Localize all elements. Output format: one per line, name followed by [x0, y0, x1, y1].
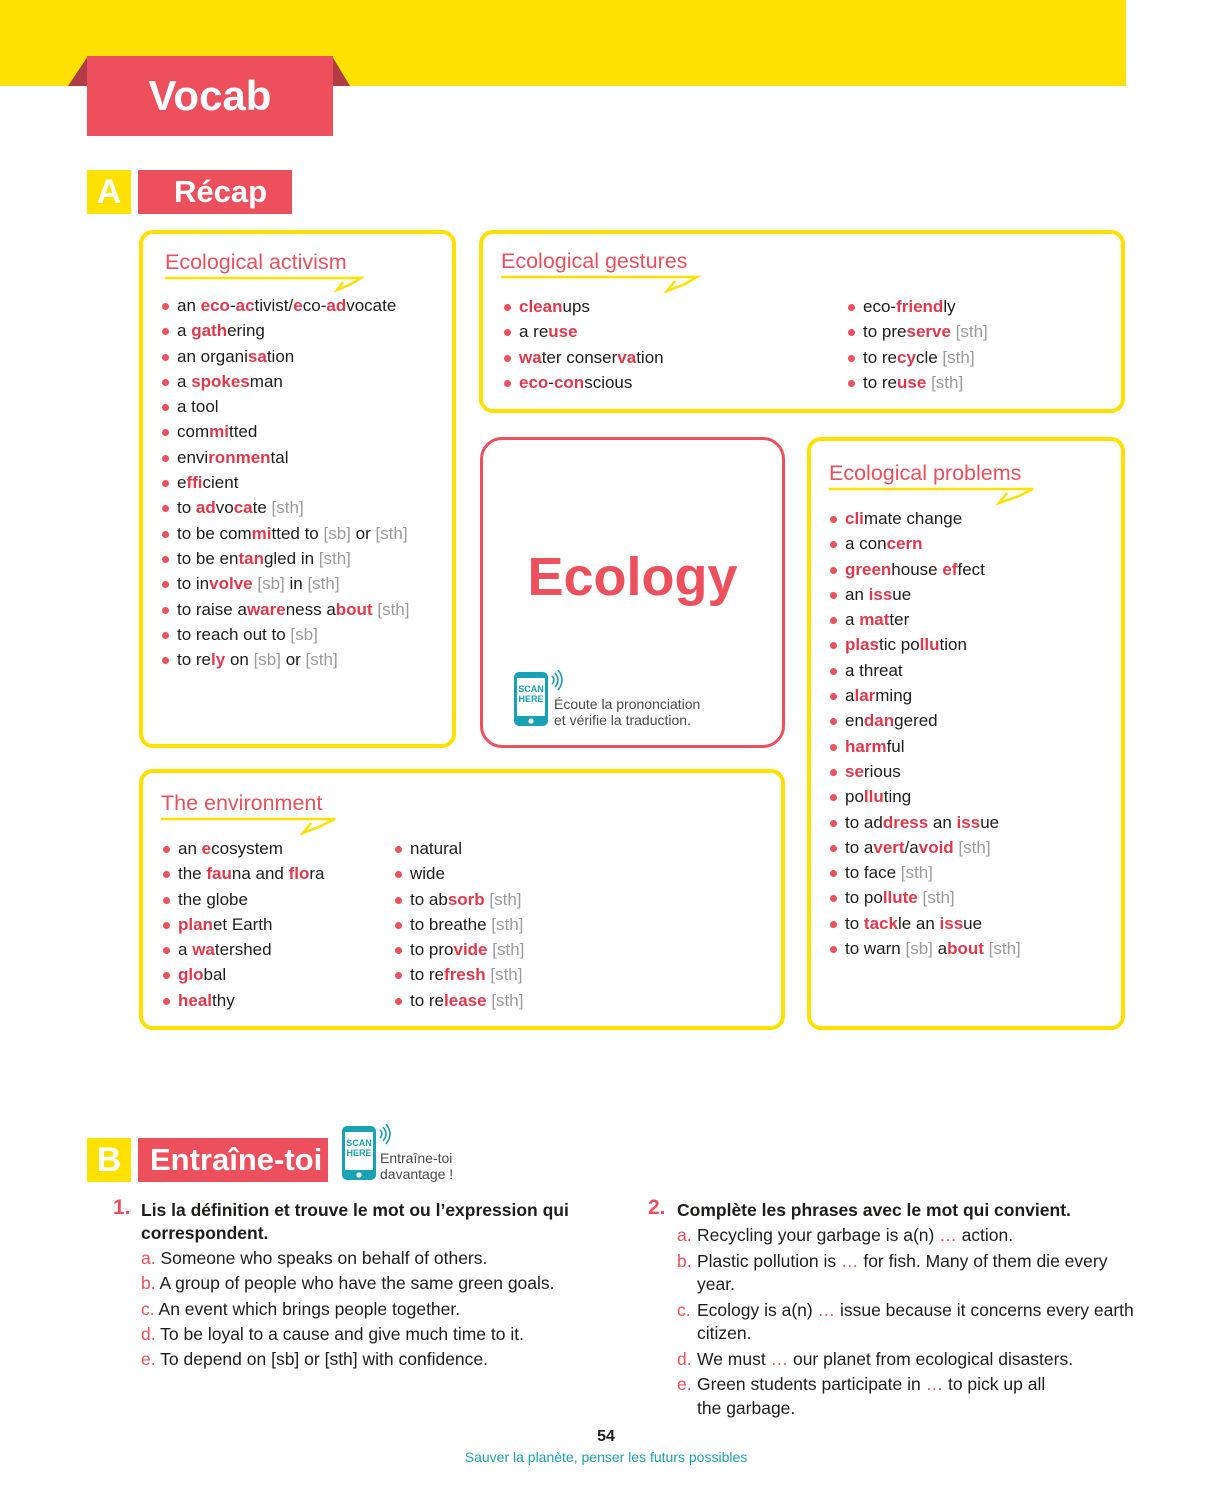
vocab-item: endangered — [829, 708, 1021, 733]
section-b-title: Entraîne-toi — [138, 1138, 328, 1182]
environment-box — [139, 769, 785, 1030]
vocab-item: to be entangled in [sth] — [161, 546, 409, 571]
exercise-2-instruction: Complète les phrases avec le mot qui convient. — [677, 1200, 1071, 1220]
exercise-1-item: b. A group of people who have the same green goals. — [141, 1273, 555, 1294]
vocab-item: the globe — [162, 887, 325, 912]
vocab-item: an eco-activist/eco-advocate — [161, 293, 409, 318]
vocab-tab: Vocab — [87, 56, 333, 136]
vocab-item: global — [162, 962, 325, 987]
title-underline — [829, 485, 1039, 507]
exercise-2-item: a. Recycling your garbage is a(n) … action. — [677, 1225, 1014, 1245]
vocab-item: to tackle an issue — [829, 911, 1021, 936]
exercise-2-item: c. Ecology is a(n) … issue because it concerns every earth citizen. — [677, 1299, 1134, 1343]
vocab-item: to reach out to [sb] — [161, 622, 409, 647]
vocab-item: efficient — [161, 470, 409, 495]
vocab-item: a threat — [829, 658, 1021, 683]
vocab-item: to rely on [sb] or [sth] — [161, 647, 409, 672]
exercise-1-item: e. To depend on [sb] or [sth] with confidence. — [141, 1349, 488, 1370]
vocab-item: an ecosystem — [162, 836, 325, 861]
vocab-item: harmful — [829, 734, 1021, 759]
ecological-activism-list — [161, 293, 409, 672]
vocab-item: planet Earth — [162, 912, 325, 937]
exercise-1-instruction: Lis la définition et trouve le mot ou l’expression qui correspondent. — [141, 1200, 569, 1243]
chapter-title: Sauver la planète, penser les futurs possibles — [464, 1449, 748, 1465]
vocab-item: to reuse [sth] — [847, 370, 988, 395]
vocab-item: a spokesman — [161, 369, 409, 394]
vocab-item: to warn [sb] about [sth] — [829, 936, 1021, 961]
exercise-1-number: 1. — [113, 1196, 131, 1219]
vocab-item: to raise awareness about [sth] — [161, 597, 409, 622]
vocab-item: to refresh [sth] — [394, 962, 524, 987]
vocab-item: natural — [394, 836, 524, 861]
vocab-item: water conservation — [503, 345, 664, 370]
vocab-item: eco-friendly — [847, 294, 988, 319]
vocab-item: alarming — [829, 683, 1021, 708]
vocab-item: a concern — [829, 531, 1021, 556]
vocab-item: to provide [sth] — [394, 937, 524, 962]
environment-list-1 — [162, 836, 325, 1013]
vocab-item: greenhouse effect — [829, 557, 1021, 582]
vocab-item: wide — [394, 861, 524, 886]
vocab-item: plastic pollution — [829, 632, 1021, 657]
exercise-1-item: a. Someone who speaks on behalf of others. — [141, 1248, 488, 1268]
exercise-1-items — [141, 1247, 611, 1372]
exercise-1-item: c. An event which brings people together. — [141, 1298, 461, 1319]
vocab-item: to be committed to [sb] or [sth] — [161, 521, 409, 546]
vocab-item: the fauna and flora — [162, 861, 325, 886]
vocab-item: to face [sth] — [829, 860, 1021, 885]
vocab-item: to pollute [sth] — [829, 885, 1021, 910]
vocab-item: to involve [sb] in [sth] — [161, 571, 409, 596]
ecological-gestures-list-1 — [503, 294, 664, 395]
scan-pronunciation-text: Écoute la prononciation et vérifie la traduction. — [554, 696, 701, 728]
environment-title: The environment — [161, 791, 323, 815]
vocab-item: climate change — [829, 506, 1021, 531]
ecological-gestures-list-2 — [847, 294, 988, 395]
scan-here-label: SCAN HERE — [518, 684, 544, 704]
ecological-gestures-title: Ecological gestures — [501, 249, 688, 273]
ecological-problems-title: Ecological problems — [829, 461, 1022, 485]
ecological-gestures-box — [479, 230, 1125, 413]
exercise-2-items — [677, 1224, 1134, 1422]
ecological-activism-box — [139, 230, 456, 748]
exercise-2-item: b. Plastic pollution is … for fish. Many of them die every year. — [677, 1250, 1108, 1294]
vocab-item: to recycle [sth] — [847, 345, 988, 370]
section-a-title: Récap — [138, 170, 292, 214]
vocab-item: a matter — [829, 607, 1021, 632]
vocab-item: eco-conscious — [503, 370, 664, 395]
tab-fold-right — [332, 56, 350, 86]
section-a-letter: A — [87, 170, 131, 214]
exercise-2-item: e. Green students participate in … to pick up all the garbage. — [677, 1374, 1046, 1418]
page-number: 54 — [597, 1428, 615, 1445]
ecological-problems-box — [807, 437, 1125, 1030]
vocab-item: a reuse — [503, 319, 664, 344]
exercise-2-item: d. We must … our planet from ecological disasters. — [677, 1348, 1074, 1369]
vocab-item: to avert/avoid [sth] — [829, 835, 1021, 860]
vocab-item: serious — [829, 759, 1021, 784]
vocab-item: an organisation — [161, 344, 409, 369]
vocab-item: cleanups — [503, 294, 664, 319]
section-b-letter: B — [87, 1138, 131, 1182]
phone-scan-icon[interactable] — [513, 670, 553, 726]
vocab-item: environmental — [161, 445, 409, 470]
title-underline — [501, 273, 701, 293]
ecology-title: Ecology — [527, 547, 738, 607]
vocab-item: a watershed — [162, 937, 325, 962]
ecological-problems-list — [829, 506, 1021, 961]
title-underline — [165, 274, 365, 294]
vocab-item: to release [sth] — [394, 988, 524, 1013]
ecological-activism-title: Ecological activism — [165, 250, 347, 274]
vocab-item: an issue — [829, 582, 1021, 607]
vocab-item: to address an issue — [829, 810, 1021, 835]
vocab-item: to absorb [sth] — [394, 887, 524, 912]
title-underline — [161, 815, 341, 837]
exercise-2-number: 2. — [648, 1196, 666, 1219]
scan-here-label: SCAN HERE — [346, 1138, 372, 1158]
exercise-1-item: d. To be loyal to a cause and give much time to it. — [141, 1323, 524, 1344]
ecology-center-box — [480, 437, 785, 748]
vocab-item: committed — [161, 419, 409, 444]
vocab-item: polluting — [829, 784, 1021, 809]
vocab-item: healthy — [162, 988, 325, 1013]
vocab-item: to advocate [sth] — [161, 495, 409, 520]
vocab-item: to breathe [sth] — [394, 912, 524, 937]
vocab-item: a gathering — [161, 318, 409, 343]
vocab-item: to preserve [sth] — [847, 319, 988, 344]
vocab-item: a tool — [161, 394, 409, 419]
scan-practice-text: Entraîne-toi davantage ! — [380, 1150, 454, 1182]
tab-fold-left — [68, 56, 88, 86]
environment-list-2 — [394, 836, 524, 1013]
